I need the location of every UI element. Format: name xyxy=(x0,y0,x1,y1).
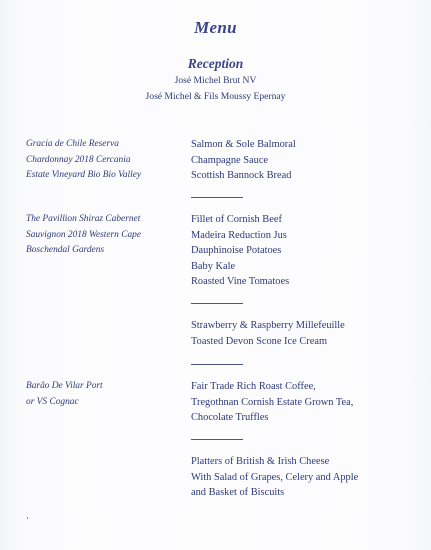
course-divider xyxy=(191,439,243,440)
wine-line: Gracia de Chile Reserva xyxy=(26,139,119,149)
course-divider xyxy=(191,364,243,365)
wine-pairing-2 xyxy=(26,212,176,259)
course-5-dishes xyxy=(191,454,421,501)
dish-line: Madeira Reduction Jus xyxy=(191,229,287,241)
wine-pairing-4 xyxy=(26,379,176,410)
paper-speck xyxy=(27,517,28,519)
reception-line: José Michel & Fils Moussy Epernay xyxy=(145,91,286,102)
course-1-dishes xyxy=(191,137,421,184)
wine-line: Estate Vineyard Bio Bio Valley xyxy=(26,170,142,181)
dish-line: and Basket of Biscuits xyxy=(191,487,285,499)
dish-line: With Salad of Grapes, Celery and Apple xyxy=(191,471,359,483)
wine-line: Boschendal Gardens xyxy=(26,245,105,256)
dish-line: Fair Trade Rich Roast Coffee, xyxy=(191,381,316,392)
course-divider xyxy=(191,303,243,304)
dish-line: Salmon & Sole Balmoral xyxy=(191,139,296,150)
dish-line: Dauphinoise Potatoes xyxy=(191,245,282,257)
wine-line: or VS Cognac xyxy=(26,396,79,407)
wine-pairing-1 xyxy=(26,137,176,184)
dish-line: Scottish Bannock Bread xyxy=(191,170,292,182)
dish-line: Strawberry & Raspberry Millefeuille xyxy=(191,320,345,331)
wine-line: Barão De Vilar Port xyxy=(26,381,103,391)
dish-line: Toasted Devon Scone Ice Cream xyxy=(191,335,328,347)
course-3-dishes xyxy=(191,318,421,349)
dish-line: Roasted Vine Tomatoes xyxy=(191,276,290,288)
course-2-dishes xyxy=(191,212,421,290)
reception-line: José Michel Brut NV xyxy=(174,75,257,86)
dish-line: Chocolate Truffles xyxy=(191,412,269,424)
dish-line: Tregothnan Cornish Estate Grown Tea, xyxy=(191,396,354,408)
wine-line: The Pavillion Shiraz Cabernet xyxy=(26,214,141,224)
course-divider xyxy=(191,197,243,198)
dish-line: Baby Kale xyxy=(191,260,236,272)
dish-line: Fillet of Cornish Beef xyxy=(191,214,282,225)
reception-heading: Reception xyxy=(187,56,244,71)
wine-line: Chardonnay 2018 Cercania xyxy=(26,154,131,165)
wine-line: Sauvignon 2018 Western Cape xyxy=(26,229,142,240)
dish-line: Champagne Sauce xyxy=(191,154,269,166)
course-4-dishes xyxy=(191,379,421,426)
dish-line: Platters of British & Irish Cheese xyxy=(191,456,330,467)
menu-title: Menu xyxy=(194,18,237,37)
